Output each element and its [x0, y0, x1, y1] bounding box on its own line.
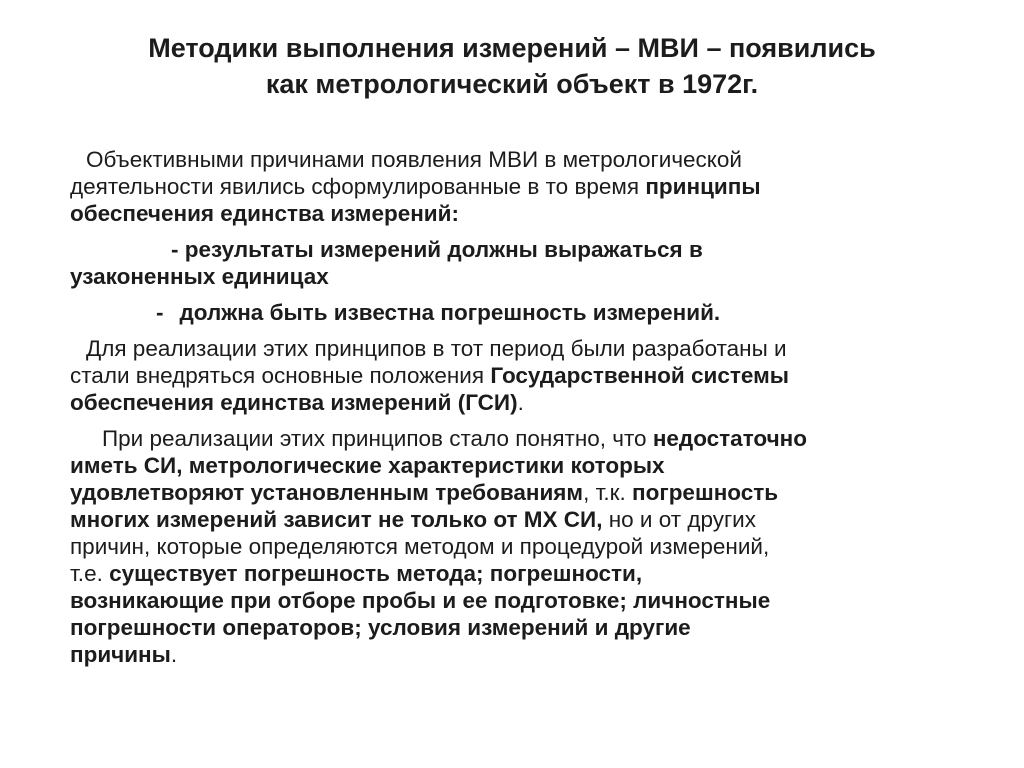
paragraph-2-text: Для реализации этих принципов в тот период были разработаны и — [86, 336, 787, 361]
paragraph-1-text: деятельности явились сформулированные в то время — [70, 174, 646, 199]
paragraph-2-emphasis: Государственной системы — [490, 363, 789, 388]
paragraph-3-line-2 — [70, 452, 1000, 479]
paragraph-3-text: причин, которые определяются методом и процедурой измерений, — [70, 534, 770, 559]
paragraph-3-emphasis: погрешность — [631, 480, 779, 505]
paragraph-2-text: стали внедряться основные положения — [70, 363, 491, 388]
paragraph-3-emphasis: причины — [70, 642, 171, 667]
paragraph-2-line-2 — [70, 362, 1000, 389]
paragraph-3-emphasis: возникающие при отборе пробы и ее подготовке; личностные — [70, 588, 771, 613]
principle-1-text: узаконенных единицах — [70, 264, 329, 289]
paragraph-1-line-2 — [70, 173, 1000, 200]
paragraph-1-emphasis: принципы — [645, 174, 761, 199]
paragraph-1-text: Объективными причинами появления МВИ в метрологической — [86, 147, 742, 172]
paragraph-3-text: т.е. — [70, 561, 110, 586]
paragraph-3-text: При реализации этих принципов стало понятно, что — [102, 426, 653, 451]
paragraph-2-text: . — [517, 390, 524, 415]
paragraph-2-line-3 — [70, 389, 1000, 416]
principle-1-line-1 — [70, 236, 1000, 263]
paragraph-3-emphasis: многих измерений зависит не только от МХ СИ, — [70, 507, 603, 532]
paragraph-1-line-3 — [70, 200, 1000, 227]
slide-body — [70, 146, 1000, 668]
paragraph-3-emphasis: недостаточно — [652, 426, 807, 451]
principle-1-text: - результаты измерений должны выражаться в — [171, 237, 703, 262]
paragraph-3-emphasis: удовлетворяют установленным требованиям — [70, 480, 584, 505]
principle-2-line — [70, 299, 1000, 326]
principle-1-line-2 — [70, 263, 1000, 290]
paragraph-3-line-3 — [70, 479, 1000, 506]
paragraph-3-line-6 — [70, 560, 1000, 587]
paragraph-3-text: , т.к. — [583, 480, 632, 505]
paragraph-2-line-1 — [70, 335, 1000, 362]
slide-title — [30, 30, 994, 102]
paragraph-1-line-1 — [70, 146, 1000, 173]
paragraph-3-emphasis: существует погрешность метода; погрешности, — [109, 561, 643, 586]
paragraph-3-line-4 — [70, 506, 1000, 533]
paragraph-2-emphasis: обеспечения единства измерений (ГСИ) — [70, 390, 518, 415]
paragraph-3-line-9 — [70, 641, 1000, 668]
principle-2-dash: - — [156, 300, 164, 325]
paragraph-3-text: . — [170, 642, 178, 667]
paragraph-3-emphasis: иметь СИ, метрологические характеристики которых — [70, 453, 665, 478]
paragraph-3-emphasis: погрешности операторов; условия измерений и другие — [70, 615, 691, 640]
paragraph-1-emphasis: обеспечения единства измерений: — [70, 201, 459, 226]
paragraph-3-line-5 — [70, 533, 1000, 560]
paragraph-3-line-1 — [70, 425, 1000, 452]
slide-title-line-1: Методики выполнения измерений – МВИ – появились — [148, 33, 876, 63]
paragraph-3-line-8 — [70, 614, 1000, 641]
slide-title-line-2: как метрологический объект в 1972г. — [265, 69, 759, 99]
principle-2-text: должна быть известна погрешность измерений. — [179, 300, 721, 325]
paragraph-3-line-7 — [70, 587, 1000, 614]
paragraph-3-text: но и от других — [602, 507, 756, 532]
